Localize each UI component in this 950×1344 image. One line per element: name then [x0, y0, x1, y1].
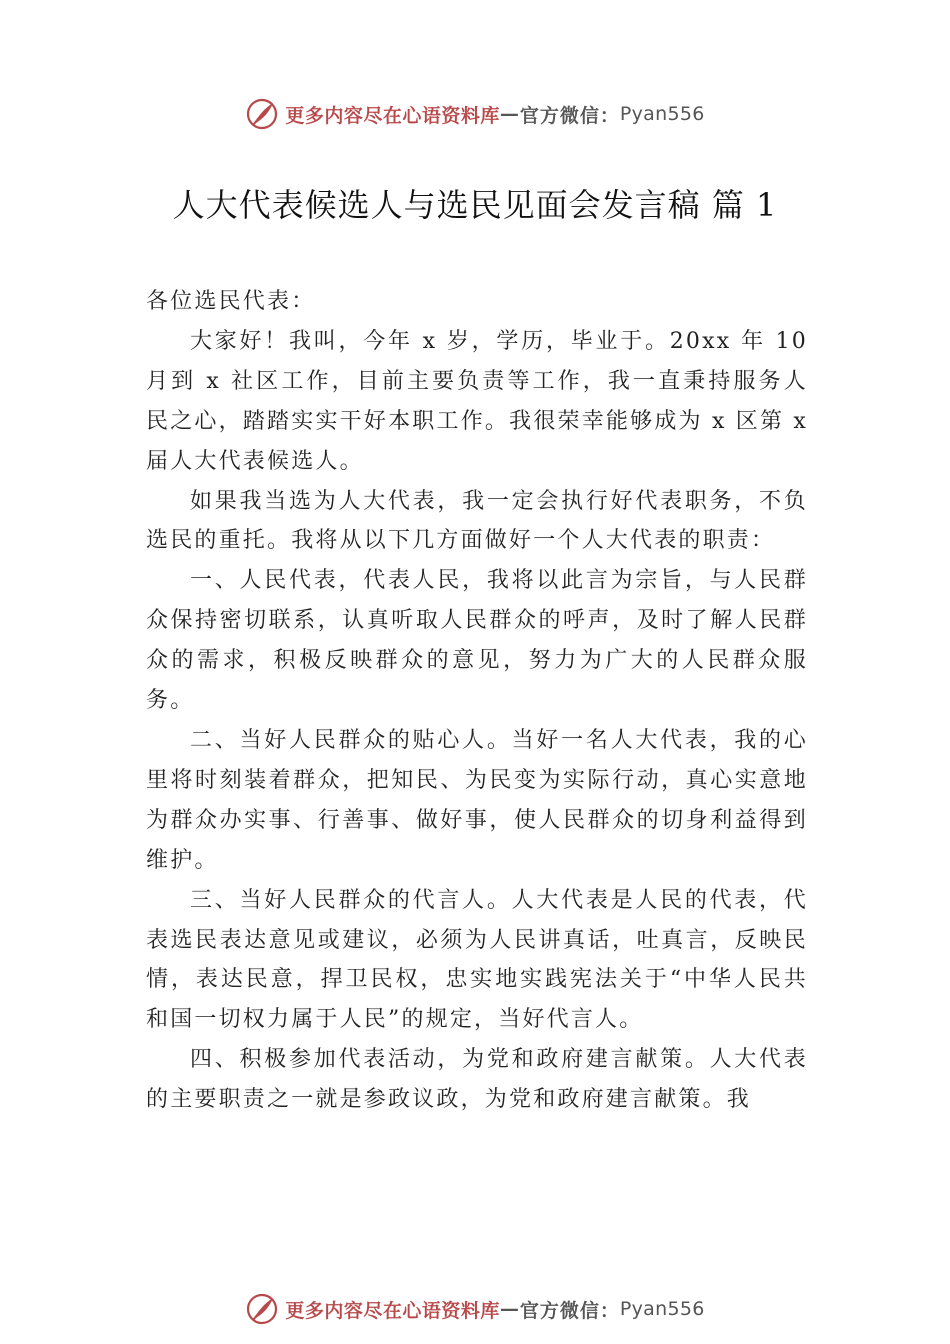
paragraph: 四、积极参加代表活动，为党和政府建言献策。人大代表的主要职责之一就是参政议政，为党和政府建言献策。我	[146, 1047, 808, 1113]
paragraph: 大家好！我叫，今年 x 岁，学历，毕业于。20xx 年 10 月到 x 社区工作，目前主要负责等工作，我一直秉持服务人民之心，踏踏实实干好本职工作。我很荣幸能够成为 x 区第 x 届人大代表候选人。	[146, 328, 808, 474]
paragraph: 如果我当选为人大代表，我一定会执行好代表职务，不负选民的重托。我将从以下几方面做好一个人大代表的职责：	[146, 488, 808, 554]
footer-banner	[0, 1289, 950, 1329]
brand-text: 更多内容尽在心语资料库	[285, 1299, 500, 1322]
official-label: 官方微信：	[519, 104, 620, 127]
paragraph: 三、当好人民群众的代言人。人大代表是人民的代表，代表选民表达意见或建议，必须为人民讲真话，吐真言，反映民情，表达民意，捍卫民权，忠实地实践宪法关于“中华人民共和国一切权力属于人民”的规定，当好代言人。	[146, 887, 808, 1033]
header-banner	[0, 94, 950, 134]
dash-separator: —	[499, 1298, 520, 1320]
paragraph: 二、当好人民群众的贴心人。当好一名人大代表，我的心里将时刻装着群众，把知民、为民变为实际行动，真心实意地为群众办实事、行善事、做好事，使人民群众的切身利益得到维护。	[146, 727, 808, 873]
dash-separator: —	[499, 103, 520, 125]
quill-pen-logo-icon	[245, 97, 279, 131]
wechat-id: Pyan556	[619, 1298, 705, 1320]
document-body	[146, 282, 808, 1120]
quill-pen-logo-icon	[245, 1292, 279, 1326]
salutation: 各位选民代表：	[146, 289, 316, 314]
brand-text: 更多内容尽在心语资料库	[285, 104, 500, 127]
wechat-id: Pyan556	[619, 103, 705, 125]
official-label: 官方微信：	[519, 1299, 620, 1322]
paragraph: 一、人民代表，代表人民，我将以此言为宗旨，与人民群众保持密切联系，认真听取人民群众的呼声，及时了解人民群众的需求，积极反映群众的意见，努力为广大的人民群众服务。	[146, 568, 808, 714]
document-title: 人大代表候选人与选民见面会发言稿 篇 1	[172, 186, 778, 224]
